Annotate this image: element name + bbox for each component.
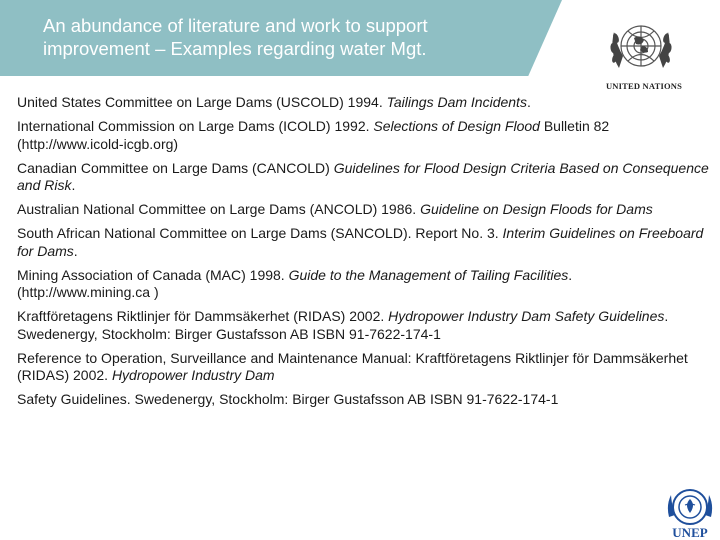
reference-title: Guidelines for Flood Design Criteria Based on Consequence and Risk — [17, 159, 709, 193]
reference-title: Hydropower Industry Dam Safety Guidelines — [388, 308, 665, 324]
reference-text: . (http://www.mining.ca ) — [17, 266, 573, 300]
reference-text: . — [73, 242, 78, 259]
reference-item — [17, 118, 709, 153]
reference-title: Tailings Dam Incidents — [386, 94, 527, 110]
reference-text: Bulletin 82 (http://www.icold-icgb.org) — [17, 118, 610, 152]
reference-text: Reference to Operation, Surveillance and Maintenance Manual: Kraftföretagens Riktlinjer för Dammsäkerhet (RIDAS) 2002. — [17, 349, 688, 383]
reference-title: Guideline on Design Floods for Dams — [420, 201, 653, 217]
reference-title: Selections of Design Flood — [373, 118, 540, 134]
reference-text: Australian National Committee on Large Dams (ANCOLD) 1986. — [17, 201, 421, 217]
unep-emblem-icon — [665, 487, 715, 527]
reference-text: Safety Guidelines. Swedenergy, Stockholm: Birger Gustafsson AB ISBN 91-7622-174-1 — [17, 391, 559, 407]
unep-logo-label: UNEP — [672, 525, 708, 540]
reference-title: Interim Guidelines on Freeboard for Dams — [17, 225, 704, 259]
reference-text: Mining Association of Canada (MAC) 1998. — [17, 266, 289, 283]
reference-item — [17, 94, 709, 112]
reference-text: Canadian Committee on Large Dams (CANCOLD) — [17, 159, 334, 176]
reference-item — [17, 350, 709, 385]
reference-item — [17, 201, 709, 219]
reference-text: South African National Committee on Large Dams (SANCOLD). Report No. 3. — [17, 225, 503, 241]
un-emblem-icon — [606, 16, 676, 80]
reference-item — [17, 160, 709, 195]
slide-title — [43, 14, 543, 60]
reference-list — [17, 94, 709, 415]
reference-text: International Commission on Large Dams (ICOLD) 1992. — [17, 118, 374, 134]
reference-text: United States Committee on Large Dams (USCOLD) 1994. — [17, 94, 387, 110]
reference-item — [17, 267, 709, 302]
reference-text: . — [526, 94, 531, 110]
reference-title: Hydropower Industry Dam — [111, 367, 275, 383]
reference-item — [17, 308, 709, 343]
slide-title-line-2: improvement – Examples regarding water Mgt. — [43, 38, 427, 59]
reference-item — [17, 391, 709, 409]
reference-text: . — [71, 177, 76, 193]
reference-text: . Swedenergy, Stockholm: Birger Gustafsson AB ISBN 91-7622-174-1 — [17, 308, 669, 342]
reference-text: Kraftföretagens Riktlinjer för Dammsäkerhet (RIDAS) 2002. — [17, 308, 389, 324]
reference-title: Guide to the Management of Tailing Facilities — [288, 266, 569, 283]
slide-title-line-1: An abundance of literature and work to support — [43, 15, 428, 36]
un-logo-label: UNITED NATIONS — [605, 81, 683, 91]
reference-item — [17, 225, 709, 260]
